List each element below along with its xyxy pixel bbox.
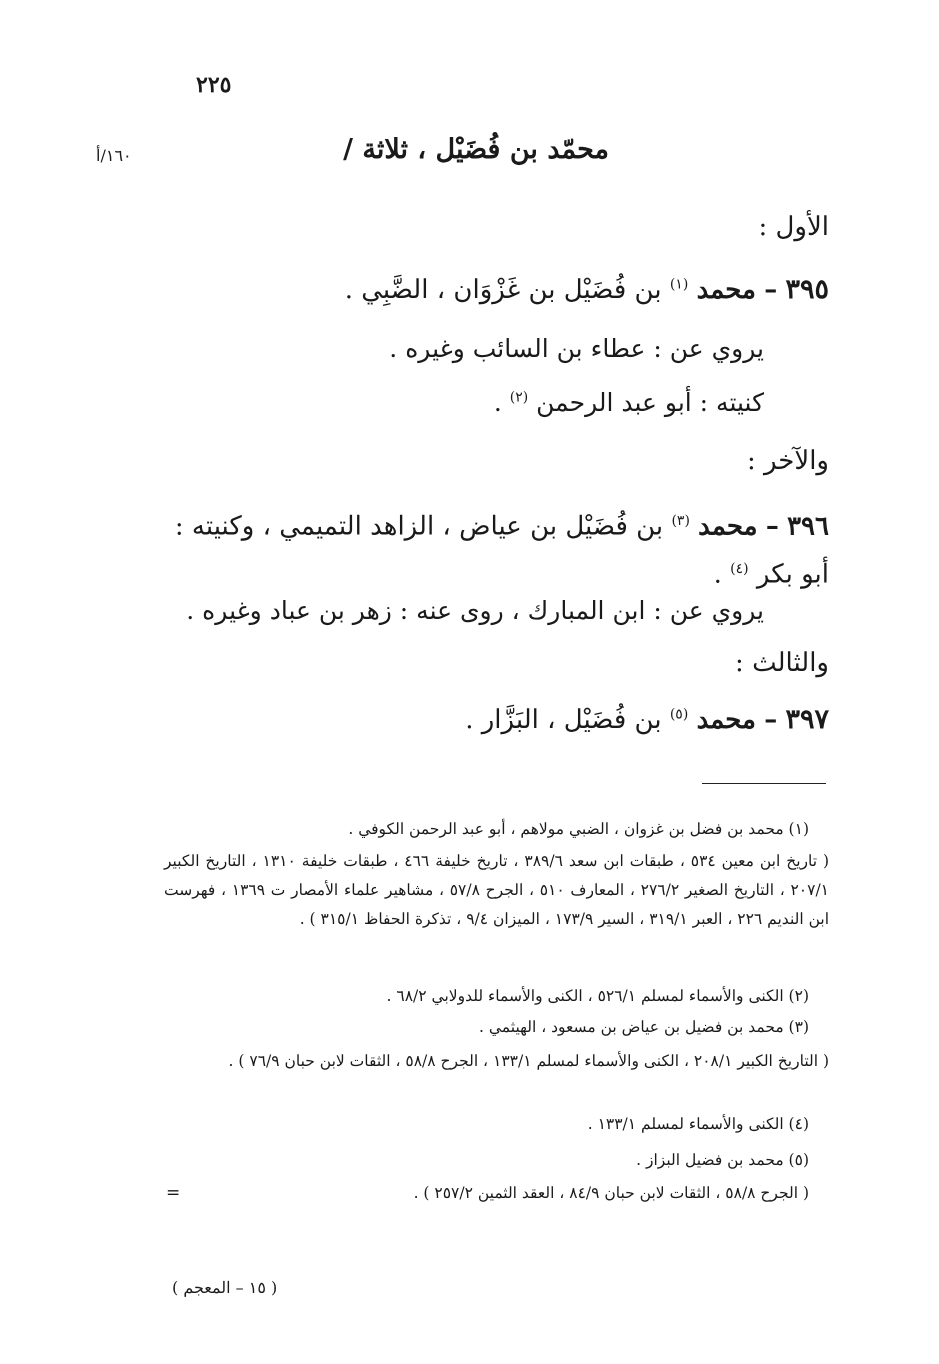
entry-rest: بن فُضَيْل ، البَزَّار .: [465, 705, 662, 735]
footnote-5-line2: ( الجرح ٥٨/٨ ، الثقات لابن حبان ٨٤/٩ ، العقد الثمين ٢٥٧/٢ ) .: [413, 1184, 809, 1202]
footnote-1-line1: (١) محمد بن فضل بن غزوان ، الضبي مولاهم ، أبو عبد الرحمن الكوفي .: [348, 820, 809, 838]
footnote-ref: (٢): [509, 389, 529, 406]
entry-395: [345, 274, 829, 305]
entry-dash: –: [764, 275, 778, 305]
section-label-second: والآخر :: [746, 446, 829, 476]
entry-396-line2: [164, 548, 829, 596]
entry-395-narrates: يروي عن : عطاء بن السائب وغيره .: [389, 334, 764, 363]
footnote-4: (٤) الكنى والأسماء لمسلم ١٣٣/١ .: [587, 1115, 809, 1133]
continuation-mark: =: [166, 1183, 181, 1203]
entry-number: ٣٩٧: [785, 704, 829, 735]
footnote-3-sources: ( التاريخ الكبير ٢٠٨/١ ، الكنى والأسماء لمسلم ١٣٣/١ ، الجرح ٥٨/٨ ، الثقات لابن حبان ٧٦/٩ ) .: [228, 1052, 829, 1070]
entry-396-line1: [164, 500, 829, 548]
entry-dash: –: [765, 511, 779, 542]
section-label-third: والثالث :: [735, 648, 829, 678]
kunya-end: .: [493, 388, 502, 417]
entry-rest: بن فُضَيْل بن عياض ، الزاهد التميمي ، وكنيته :: [174, 511, 664, 542]
entry-396: [164, 500, 829, 595]
entry-396-narrates: يروي عن : ابن المبارك ، روى عنه : زهر بن عباد وغيره .: [186, 596, 764, 625]
entry-name: محمد: [696, 705, 756, 735]
entry-number: ٣٩٥: [785, 274, 829, 305]
kunya-end: .: [713, 559, 722, 590]
entry-397: [465, 704, 829, 735]
footnote-ref: (٤): [730, 560, 749, 577]
signature-mark: ( ١٥ – المعجم ): [172, 1278, 278, 1297]
footnote-5-line1: (٥) محمد بن فضيل البزاز .: [636, 1151, 809, 1169]
entry-dash: –: [764, 705, 778, 735]
footnote-1-sources: ( تاريخ ابن معين ٥٣٤ ، طبقات ابن سعد ٣٨٩/٦ ، تاريخ خليفة ٤٦٦ ، طبقات خليفة ١٣١٠ ، التاريخ الكبير ٢٠٧/١ ، التاريخ الصغير ٢٧٦/٢ ، المعارف ٥١٠ ، الجرح ٥٧/٨ ، مشاهير علماء الأمصار ت ١٣٦٩ ، فهرست ابن النديم ٢٢٦ ، العبر ٣١٩/١ ، السير ١٧٣/٩ ، الميزان ٩/٤ ، تذكرة الحفاظ ٣١٥/١ ) .: [164, 852, 830, 928]
footnote-divider: [702, 783, 826, 784]
entry-rest: بن فُضَيْل بن غَزْوَان ، الضَّبِي .: [344, 275, 662, 305]
entry-name: محمد: [698, 511, 758, 542]
section-label-first: الأول :: [758, 212, 829, 242]
page-heading: محمّد بن فُضَيْل ، ثلاثة /: [343, 134, 609, 165]
kunya-text: أبو بكر: [756, 559, 829, 590]
footnote-ref: (٥): [669, 706, 689, 723]
entry-395-kunya: [494, 388, 764, 417]
footnote-ref: (١): [669, 276, 689, 293]
footnote-3-line1: (٣) محمد بن فضيل بن عياض بن مسعود ، الهيثمي .: [479, 1018, 809, 1036]
footnote-ref: (٣): [671, 513, 690, 529]
page-number: ٢٢٥: [196, 72, 232, 98]
footnote-2: (٢) الكنى والأسماء لمسلم ٥٢٦/١ ، الكنى والأسماء للدولابي ٦٨/٢ .: [386, 987, 809, 1005]
entry-number: ٣٩٦: [787, 511, 829, 542]
entry-name: محمد: [696, 275, 756, 305]
folio-marker: ١٦٠/أ: [96, 146, 132, 165]
kunya-text: كنيته : أبو عبد الرحمن: [536, 388, 764, 417]
